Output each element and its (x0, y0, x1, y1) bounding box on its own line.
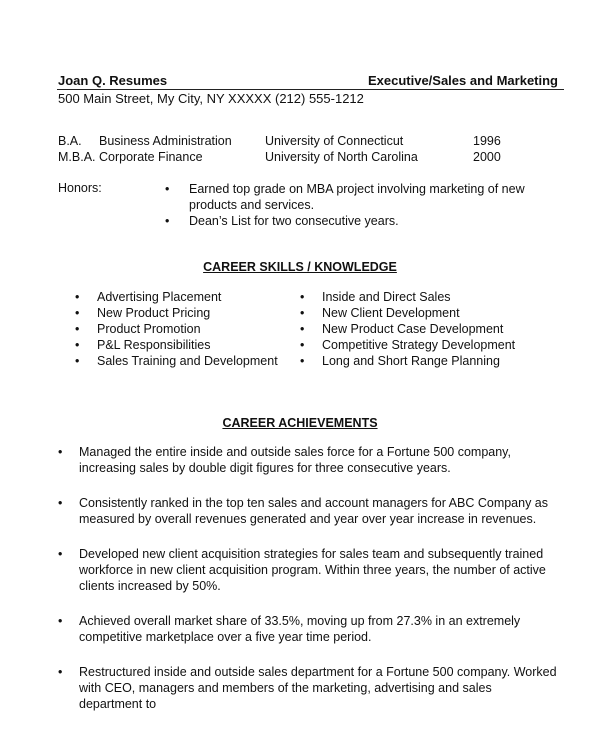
skills-heading: CAREER SKILLS / KNOWLEDGE (203, 260, 397, 274)
skill-item: • Product Promotion (75, 321, 278, 337)
candidate-name: Joan Q. Resumes (58, 73, 168, 88)
skill-item: • Advertising Placement (75, 289, 278, 305)
skills-list-left (75, 289, 278, 369)
education-row (58, 134, 578, 150)
education-degree: B.A. (58, 134, 82, 148)
honors-item: • Earned top grade on MBA project involving marketing of new products and services. (165, 181, 565, 213)
honors-label: Honors: (58, 181, 102, 195)
honors-item: • Dean’s List for two consecutive years. (165, 213, 565, 229)
skill-item: • Long and Short Range Planning (300, 353, 515, 369)
education-field: Business Administration (99, 134, 232, 148)
education-school: University of Connecticut (265, 134, 404, 148)
achievements-heading: CAREER ACHIEVEMENTS (222, 416, 378, 430)
honors-list (165, 181, 565, 229)
achievements-list (58, 444, 558, 730)
achievement-item: • Managed the entire inside and outside sales force for a Fortune 500 company, increasing sales by double digit figures for three consecutive years. (58, 444, 558, 476)
skill-item: • Inside and Direct Sales (300, 289, 515, 305)
contact-address: 500 Main Street, My City, NY XXXXX (212) 555-1212 (58, 91, 364, 106)
header-divider (57, 89, 564, 90)
achievement-item: • Restructured inside and outside sales department for a Fortune 500 company. Worked with CEO, managers and members of the marketing, advertising and sales department to (58, 664, 558, 712)
education-year: 2000 (473, 150, 501, 164)
achievement-item: • Consistently ranked in the top ten sales and account managers for ABC Company as measured by overall revenues generated and year over year increase in revenues. (58, 495, 558, 527)
achievement-item: • Developed new client acquisition strategies for sales team and subsequently trained workforce in new client acquisition program. Within three years, the number of active clients increased by 50%. (58, 546, 558, 594)
skills-list-right (300, 289, 515, 369)
skill-item: • Sales Training and Development (75, 353, 278, 369)
skill-item: • New Product Pricing (75, 305, 278, 321)
skill-item: • P&L Responsibilities (75, 337, 278, 353)
education-year: 1996 (473, 134, 501, 148)
education-field: Corporate Finance (99, 150, 203, 164)
education-degree: M.B.A. (58, 150, 96, 164)
skill-item: • New Product Case Development (300, 321, 515, 337)
education-row (58, 150, 578, 166)
education-school: University of North Carolina (265, 150, 418, 164)
skill-item: • New Client Development (300, 305, 515, 321)
skill-item: • Competitive Strategy Development (300, 337, 515, 353)
job-title: Executive/Sales and Marketing (367, 73, 558, 88)
achievement-item: • Achieved overall market share of 33.5%, moving up from 27.3% in an extremely competitive marketplace over a five year time period. (58, 613, 558, 645)
